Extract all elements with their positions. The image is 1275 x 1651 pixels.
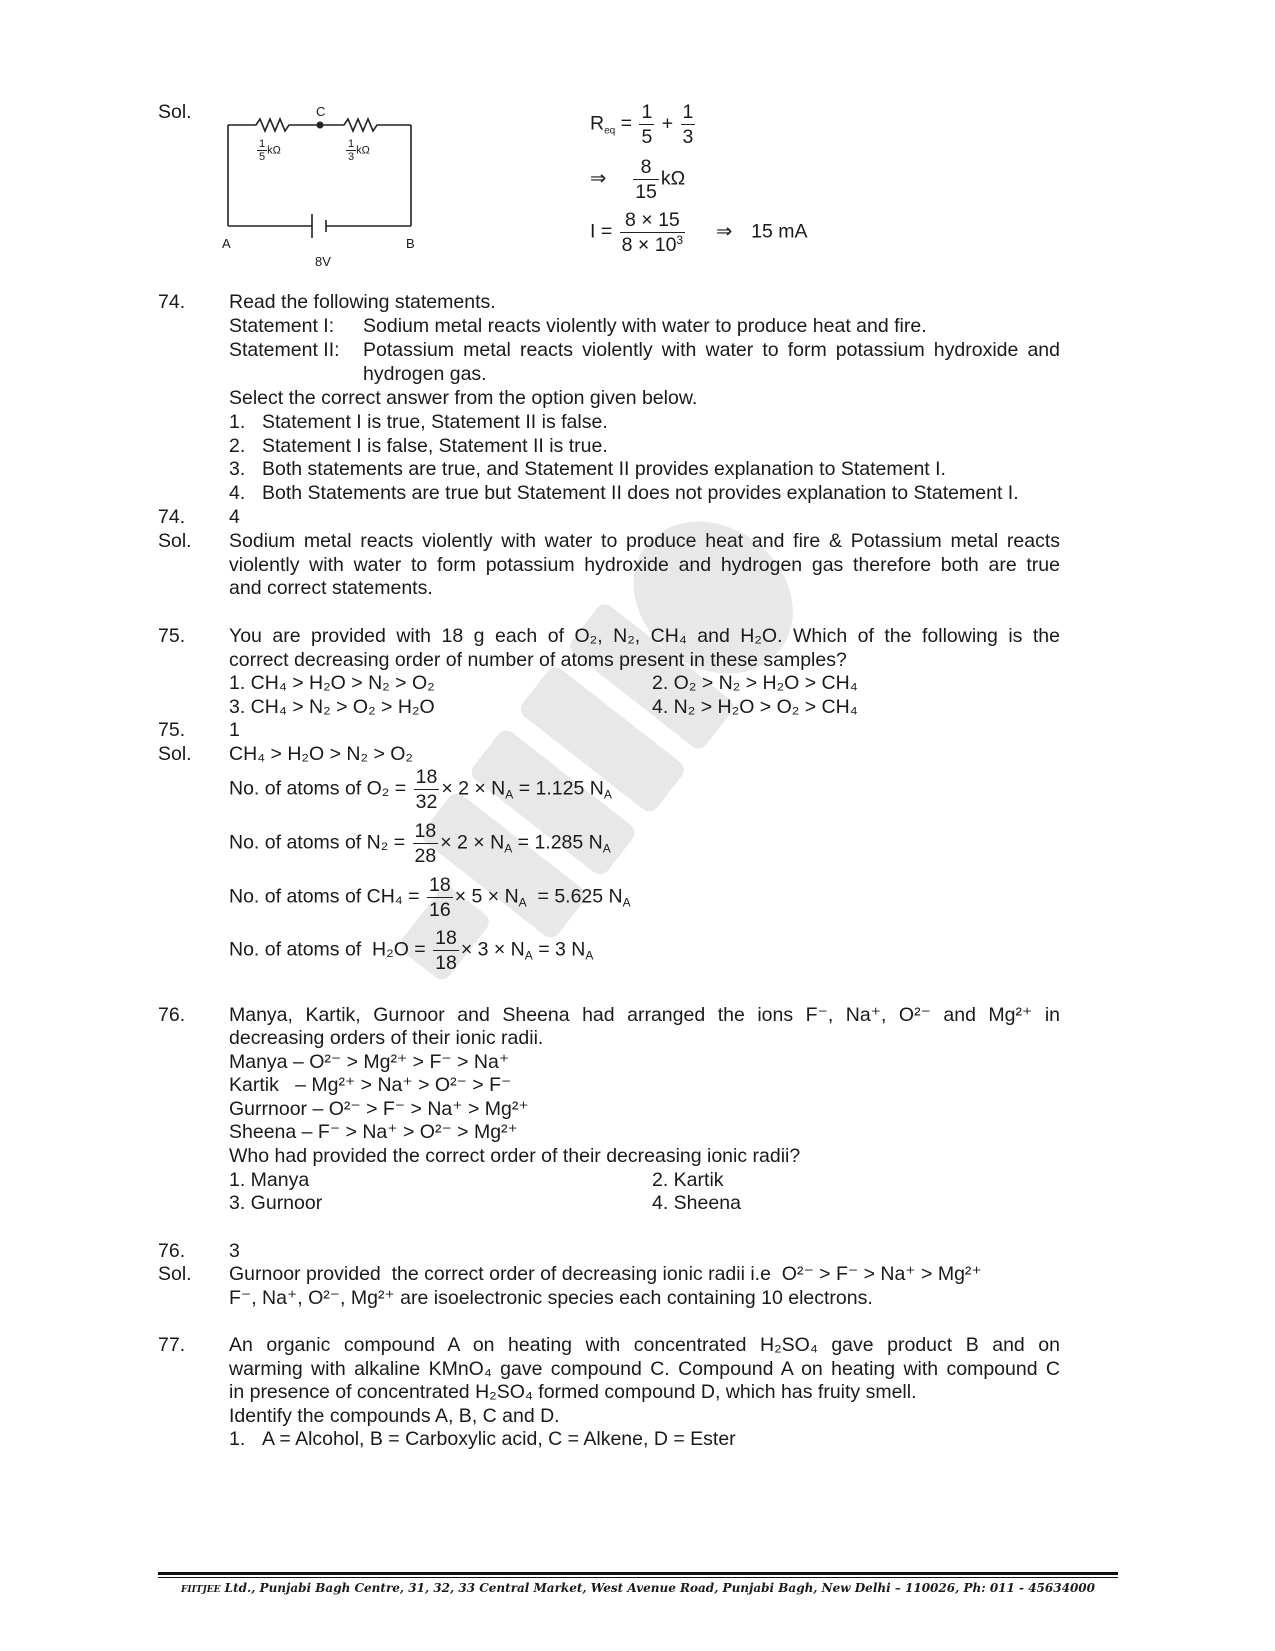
- q74-answer-number: 74.: [158, 506, 186, 528]
- footer-brand: FIITJEE: [180, 1585, 221, 1595]
- q76-answer-number: 76.: [158, 1240, 186, 1262]
- q74-sol-line3: and correct statements.: [229, 577, 433, 599]
- footer-address: Ltd., Punjabi Bagh Centre, 31, 32, 33 Central Market, West Avenue Road, Punjabi Bagh, New Delhi – 110026, Ph: 011 - 45634000: [224, 1581, 1096, 1595]
- q76-sol-line1: Gurnoor provided the correct order of decreasing ionic radii i.e O²⁻ > F⁻ > Na⁺ > Mg²⁺: [229, 1263, 982, 1285]
- q74-s2-line1: Potassium metal reacts violently with water to form potassium hydroxide and: [363, 339, 1060, 361]
- q75-option-2: 2. O₂ > N₂ > H₂O > CH₄: [652, 672, 858, 694]
- q77-line3: in presence of concentrated H₂SO₄ formed compound D, which has fruity smell.: [229, 1381, 917, 1403]
- q74-s1-text: Sodium metal reacts violently with water to produce heat and fire.: [363, 315, 927, 337]
- q76-option-1: 1. Manya: [229, 1169, 310, 1191]
- req-equation: $R_{eq}$ = $\frac{1}{5}$ + $\frac{1}{3}$: [590, 101, 694, 148]
- resistor-2: [320, 119, 411, 131]
- q76-sol-label: Sol.: [158, 1263, 192, 1285]
- q76-option-2: 2. Kartik: [652, 1169, 724, 1191]
- q75-option-1: 1. CH₄ > H₂O > N₂ > O₂: [229, 672, 435, 694]
- q76-line2: decreasing orders of their ionic radii.: [229, 1027, 544, 1049]
- q74-sol-line1: Sodium metal reacts violently with water to produce heat and fire & Potassium metal reacts: [229, 530, 1060, 552]
- q74-sol-label: Sol.: [158, 530, 192, 552]
- node-a-label: A: [222, 236, 231, 251]
- q76-sol-line2: F⁻, Na⁺, O²⁻, Mg²⁺ are isoelectronic species each containing 10 electrons.: [229, 1287, 873, 1309]
- q74-s1-label: Statement I:: [229, 315, 335, 337]
- q76-option-4: 4. Sheena: [652, 1192, 741, 1214]
- q75-sol-row-h2o: No. of atoms of H₂O = $\frac{18}{18}$ × $3 \times N_A = 3$ $N_A$: [229, 927, 594, 974]
- q75-line2: correct decreasing order of number of atoms present in these samples?: [229, 649, 847, 671]
- q74-option-4: 4. Both Statements are true but Statement II does not provides explanation to Statement I.: [229, 482, 1019, 504]
- q76-manya: Manya – O²⁻ > Mg²⁺ > F⁻ > Na⁺: [229, 1051, 510, 1073]
- q74-option-1: 1. Statement I is true, Statement II is false.: [229, 411, 608, 433]
- q75-sol-row-n2: No. of atoms of N₂ = $\frac{18}{28}$ × $2 \times N_A = 1.285$ $N_A$: [229, 820, 611, 867]
- q74-option-3: 3. Both statements are true, and Statement II provides explanation to Statement I.: [229, 458, 946, 480]
- footer-rule-thin: [158, 1577, 1118, 1578]
- q75-sol-row-ch4: No. of atoms of CH₄ = $\frac{18}{16}$ × $5 \times N_A = 5.625$ $N_A$: [229, 874, 631, 921]
- q76-option-3: 3. Gurnoor: [229, 1192, 323, 1214]
- q76-number: 76.: [158, 1004, 186, 1026]
- q75-option-4: 4. N₂ > H₂O > O₂ > CH₄: [652, 696, 858, 718]
- node-c-label: C: [316, 104, 326, 119]
- q76-sheena: Sheena – F⁻ > Na⁺ > O²⁻ > Mg²⁺: [229, 1121, 518, 1143]
- q77-line2: warming with alkaline KMnO₄ gave compound C. Compound A on heating with compound C: [229, 1358, 1060, 1380]
- q76-answer: 3: [229, 1240, 240, 1262]
- q75-answer-number: 75.: [158, 719, 186, 741]
- q77-option-1: 1. A = Alcohol, B = Carboxylic acid, C = Alkene, D = Ester: [229, 1428, 736, 1450]
- q74-intro: Read the following statements.: [229, 291, 496, 313]
- q75-number: 75.: [158, 625, 186, 647]
- q77-number: 77.: [158, 1334, 186, 1356]
- q75-option-3: 3. CH₄ > N₂ > O₂ > H₂O: [229, 696, 435, 718]
- q75-sol-order: CH₄ > H₂O > N₂ > O₂: [229, 743, 414, 765]
- sol-label: Sol.: [158, 101, 192, 123]
- q76-line1: Manya, Kartik, Gurnoor and Sheena had arranged the ions F⁻, Na⁺, O²⁻ and Mg²⁺ in: [229, 1004, 1060, 1026]
- q75-answer: 1: [229, 719, 240, 741]
- q77-line4: Identify the compounds A, B, C and D.: [229, 1405, 560, 1427]
- current-equation: I = $\frac{8 \times 15}{8 \times 10^3}$ ⇒ 15 mA: [590, 209, 808, 256]
- q76-kartik: Kartik – Mg²⁺ > Na⁺ > O²⁻ > F⁻: [229, 1074, 512, 1096]
- resistor-2-label: $\frac{1}{3}$ kΩ: [348, 138, 370, 163]
- q74-select: Select the correct answer from the option given below.: [229, 387, 698, 409]
- q77-line1: An organic compound A on heating with concentrated H₂SO₄ gave product B and on: [229, 1334, 1060, 1356]
- resistor-1-label: $\frac{1}{5}$ kΩ: [259, 138, 281, 163]
- footer-rule-thick: [158, 1572, 1118, 1575]
- q75-line1: You are provided with 18 g each of O₂, N₂, CH₄ and H₂O. Which of the following is the: [229, 625, 1060, 647]
- q75-sol-row-o2: No. of atoms of O₂ = $\frac{18}{32}$ × $2 \times N_A = 1.125$ $N_A$: [229, 766, 612, 813]
- q74-sol-line2: violently with water to form potassium hydroxide and hydrogen gas therefore both are true: [229, 554, 1060, 576]
- q74-answer: 4: [229, 506, 240, 528]
- q76-gurnoor: Gurrnoor – O²⁻ > F⁻ > Na⁺ > Mg²⁺: [229, 1098, 529, 1120]
- req-result: ⇒ $\frac{8}{15}$ kΩ: [590, 156, 686, 203]
- q75-sol-label: Sol.: [158, 743, 192, 765]
- q76-who: Who had provided the correct order of their decreasing ionic radii?: [229, 1145, 801, 1167]
- page-footer: [158, 1580, 1118, 1598]
- node-b-label: B: [406, 236, 415, 251]
- resistor-1: [228, 119, 320, 131]
- battery-label: 8V: [315, 254, 331, 269]
- q74-option-2: 2. Statement I is false, Statement II is true.: [229, 435, 608, 457]
- q74-s2-line2: hydrogen gas.: [363, 363, 487, 385]
- q74-number: 74.: [158, 291, 186, 313]
- q74-s2-label: Statement II:: [229, 339, 340, 361]
